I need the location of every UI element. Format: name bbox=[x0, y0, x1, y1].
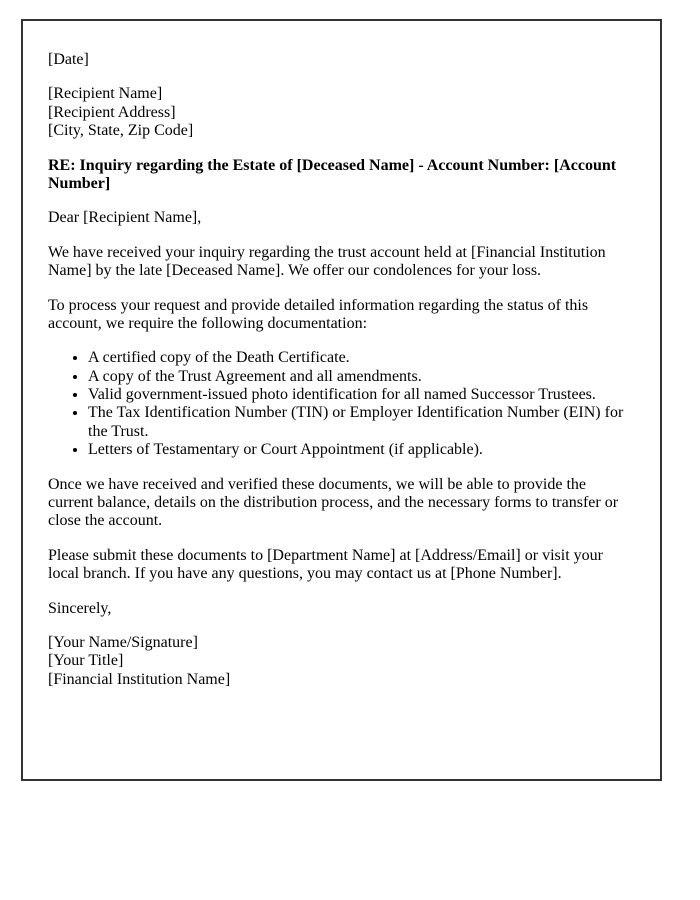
date-line: [Date] bbox=[48, 51, 89, 68]
recipient-address: [Recipient Address] bbox=[48, 103, 176, 121]
subject-line: RE: Inquiry regarding the Estate of [Deceased Name] - Account Number: [Account Number] bbox=[48, 156, 617, 192]
requirement-item-trust-agreement: • A copy of the Trust Agreement and all amendments. bbox=[88, 368, 635, 386]
recipient-block bbox=[48, 85, 635, 140]
letter-document bbox=[21, 19, 662, 781]
signature-name: [Your Name/Signature] bbox=[48, 633, 198, 651]
requirement-item-death-certificate: • A certified copy of the Death Certificate. bbox=[88, 349, 635, 367]
requirements-list bbox=[48, 349, 635, 459]
signature-title: [Your Title] bbox=[48, 652, 124, 670]
paragraph-submission: Please submit these documents to [Department Name] at [Address/Email] or visit your local branch. If you have any questions, you may contact us at [Phone Number]. bbox=[48, 546, 603, 583]
paragraph-intro: We have received your inquiry regarding the trust account held at [Financial Institution Name] by the late [Deceased Name]. We offer our condolences for your loss. bbox=[48, 243, 606, 280]
requirement-item-letters-testamentary: • Letters of Testamentary or Court Appointment (if applicable). bbox=[88, 441, 635, 459]
paragraph-request: To process your request and provide detailed information regarding the status of this account, we require the following documentation: bbox=[48, 296, 589, 332]
signature-block bbox=[48, 634, 635, 689]
paragraph-verification: Once we have received and verified these documents, we will be able to provide the current balance, details on the distribution process, and the necessary forms to transfer or close the account. bbox=[48, 475, 619, 530]
requirement-item-tin-ein: • The Tax Identification Number (TIN) or Employer Identification Number (EIN) for the Trust. bbox=[88, 404, 635, 441]
recipient-name: [Recipient Name] bbox=[48, 85, 163, 103]
salutation: Dear [Recipient Name], bbox=[48, 209, 202, 227]
signature-institution: [Financial Institution Name] bbox=[48, 670, 231, 688]
requirement-item-photo-id: • Valid government-issued photo identification for all named Successor Trustees. bbox=[88, 386, 635, 404]
closing: Sincerely, bbox=[48, 599, 112, 617]
recipient-city-state-zip: [City, State, Zip Code] bbox=[48, 122, 194, 140]
